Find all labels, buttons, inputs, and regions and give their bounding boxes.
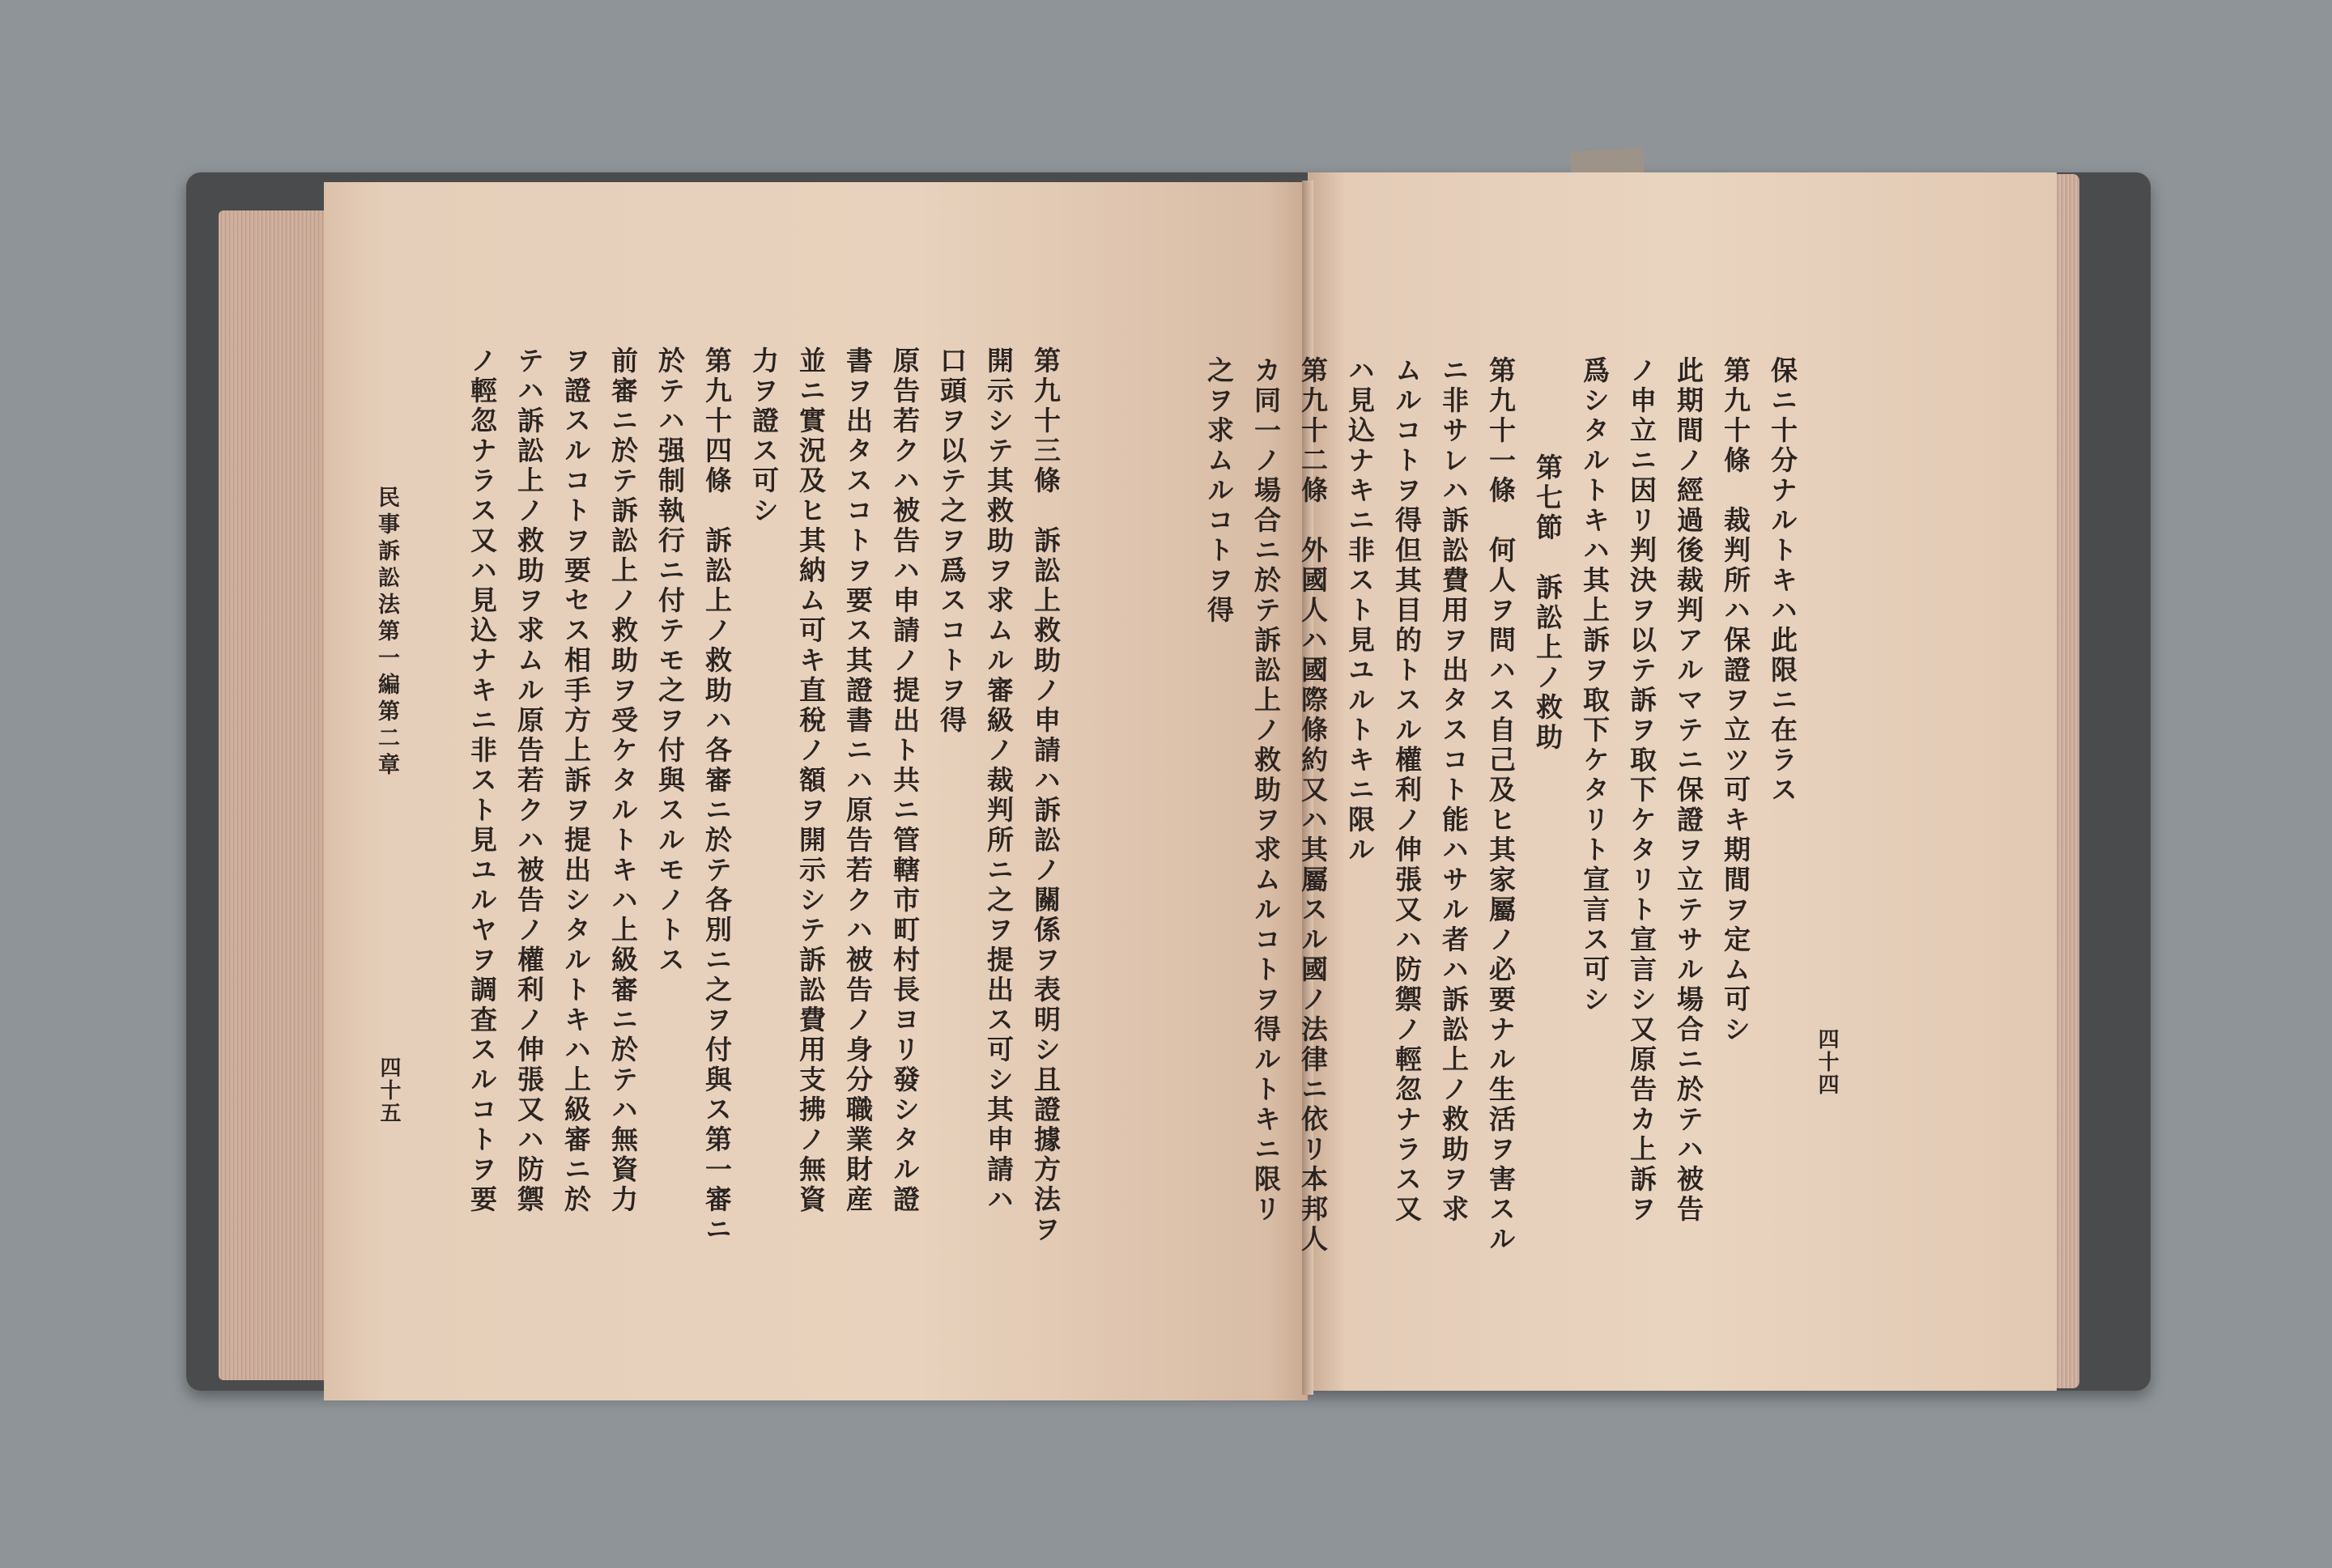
text-column: カ同一ノ場合ニ於テ訴訟上ノ救助ヲ求ムルコトヲ得ルトキニ限リ [1250,356,1282,1225]
left-page-edges [219,210,332,1380]
text-column: ノ申立ニ因リ判決ヲ以テ訴ヲ取下ケタリト宣言シ又原告カ上訴ヲ [1626,356,1658,1225]
text-column: 原告若クハ被告ハ申請ノ提出ト共ニ管轄市町村長ヨリ發シタル證 [889,346,921,1215]
text-column: 前審ニ於テ訴訟上ノ救助ヲ受ケタルトキハ上級審ニ於テハ無資力 [607,346,639,1215]
section-heading: 第七節 訴訟上ノ救助 [1532,453,1564,753]
text-column: ヲ證スルコトヲ要セス相手方上訴ヲ提出シタルトキハ上級審ニ於 [560,346,592,1215]
left-page-number: 四十五 [377,1056,401,1124]
text-column: 力ヲ證ス可シ [748,346,780,526]
text-column: 此期間ノ經過後裁判アルマテニ保證ヲ立テサル場合ニ於テハ被告 [1673,356,1704,1225]
text-column: ムルコトヲ得但其目的トスル權利ノ伸張又ハ防禦ノ輕忽ナラス又 [1391,356,1423,1225]
text-column: 書ヲ出タスコトヲ要ス其證書ニハ原告若クハ被告ノ身分職業財産 [842,346,874,1215]
text-column: 第九十三條 訴訟上救助ノ申請ハ訴訟ノ關係ヲ表明シ且證據方法ヲ [1030,346,1062,1245]
text-column: 並ニ實況及ヒ其納ム可キ直稅ノ額ヲ開示シテ訴訟費用支拂ノ無資 [795,346,827,1215]
text-column: 第九十二條 外國人ハ國際條約又ハ其屬スル國ノ法律ニ依リ本邦人 [1297,356,1329,1255]
text-column: 於テハ强制執行ニ付テモ之ヲ付與スルモノトス [654,346,686,975]
text-column: 第九十四條 訴訟上ノ救助ハ各審ニ於テ各別ニ之ヲ付與ス第一審ニ [701,346,733,1245]
text-column: ニ非サレハ訴訟費用ヲ出タスコト能ハサル者ハ訴訟上ノ救助ヲ求 [1438,356,1470,1225]
left-page-text [421,346,1069,1245]
right-page-text [1158,356,1806,1303]
right-page-number: 四十四 [1815,1028,1839,1096]
text-column: テハ訴訟上ノ救助ヲ求ムル原告若クハ被告ノ權利ノ伸張又ハ防禦 [513,346,545,1215]
text-column: 第九十條 裁判所ハ保證ヲ立ツ可キ期間ヲ定ム可シ [1720,356,1751,1045]
text-column: 開示シテ其救助ヲ求ムル審級ノ裁判所ニ之ヲ提出ス可シ其申請ハ [983,346,1015,1215]
running-head: 民事訴訟法第一編第二章 [374,486,399,780]
text-column: 爲シタルトキハ其上訴ヲ取下ケタリト宣言ス可シ [1579,356,1611,1015]
text-column: ノ輕忽ナラス又ハ見込ナキニ非スト見ユルヤヲ調査スルコトヲ要 [466,346,498,1215]
text-column: ハ見込ナキニ非スト見ユルトキニ限ル [1344,356,1376,865]
text-column: 口頭ヲ以テ之ヲ爲スコトヲ得 [936,346,968,736]
text-column: 第九十一條 何人ヲ問ハス自己及ヒ其家屬ノ必要ナル生活ヲ害スル [1485,356,1517,1255]
text-column: 之ヲ求ムルコトヲ得 [1203,356,1235,626]
text-column: 保ニ十分ナルトキハ此限ニ在ラス [1767,356,1798,805]
